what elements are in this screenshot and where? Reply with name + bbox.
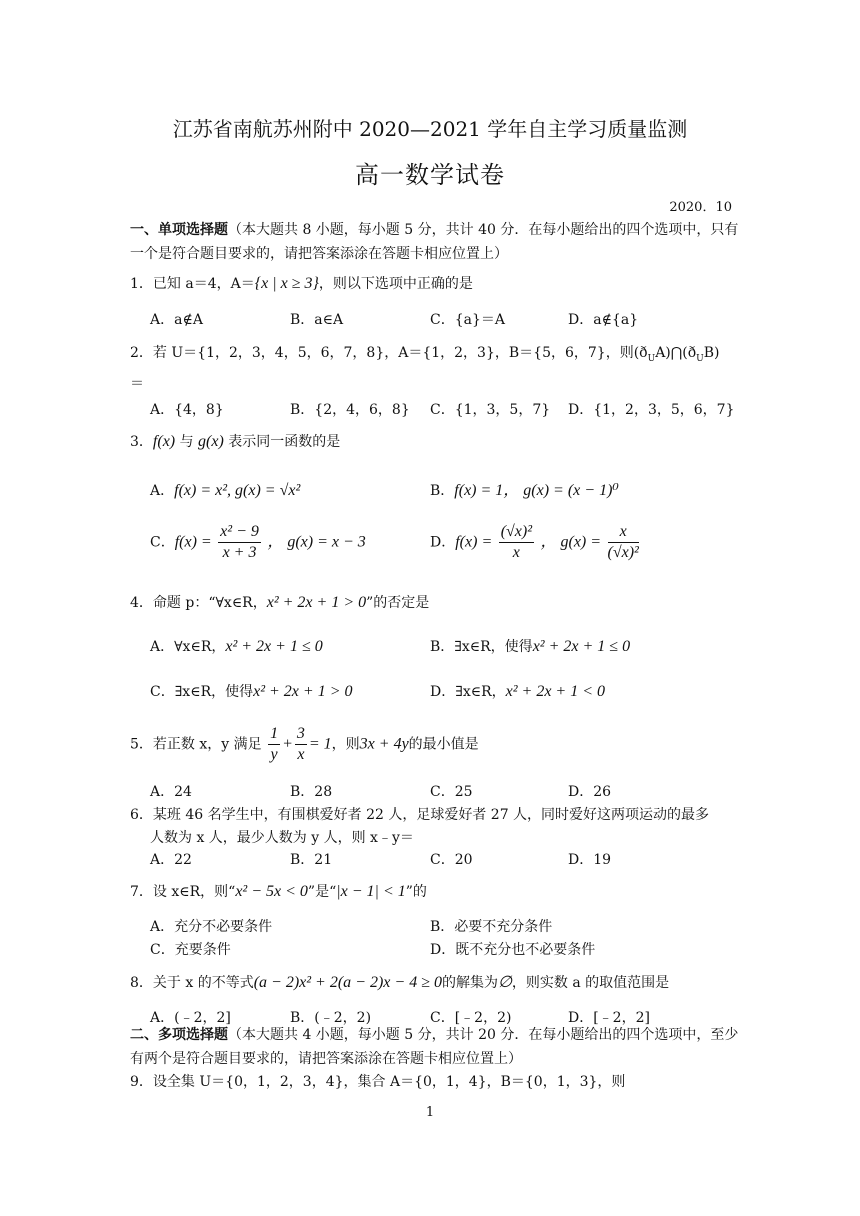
q8-stem-mid: 的解集为 bbox=[441, 975, 498, 991]
question-6-line-2: 人数为 x 人，最少人数为 y 人，则 x﹣y＝ bbox=[150, 830, 414, 846]
q7-option-c: C．充要条件 bbox=[150, 942, 231, 958]
q8-empty-set: ∅ bbox=[497, 974, 512, 991]
q6-option-b: B．21 bbox=[290, 852, 333, 868]
q5-fraction-1 bbox=[268, 724, 280, 765]
q3-d-f: f(x) = bbox=[455, 533, 493, 551]
q2-sub-u1: U bbox=[647, 353, 656, 364]
q2-option-b: B．{2，4，6，8} bbox=[290, 402, 410, 418]
q5-f1-numerator: 1 bbox=[268, 724, 280, 745]
q5-stem-mid: ，则 bbox=[331, 736, 360, 753]
q4-a-math: x² + 2x + 1 ≤ 0 bbox=[225, 638, 323, 655]
q7-stem-mid: ”是“ bbox=[307, 884, 337, 900]
q3-d-numerator-1: (√x)² bbox=[499, 522, 534, 543]
section1-header bbox=[130, 218, 750, 266]
q5-f1-denominator: y bbox=[270, 746, 278, 763]
q8-option-c: C．[﹣2，2) bbox=[430, 1010, 512, 1026]
q3-option-c bbox=[150, 522, 366, 563]
q3-d-denominator-1: x bbox=[512, 544, 520, 561]
q3-a-label: A． bbox=[150, 483, 175, 499]
q8-stem-suffix: ，则实数 a 的取值范围是 bbox=[511, 975, 670, 991]
q1-option-c: C．{a}＝A bbox=[430, 312, 505, 328]
q4-b-label: B．∃x∈R，使得 bbox=[430, 639, 533, 655]
q6-option-d: D．19 bbox=[568, 852, 612, 868]
page-number: 1 bbox=[425, 1105, 435, 1120]
q7-option-d: D．既不充分也不必要条件 bbox=[430, 942, 596, 958]
question-3-stem bbox=[130, 432, 340, 452]
q7-stem-suffix: ”的 bbox=[405, 884, 427, 900]
q3-number: 3． bbox=[130, 434, 153, 450]
q7-stem-prefix: 7．设 x∈R，则“ bbox=[130, 884, 236, 900]
question-6-line-1: 6．某班 46 名学生中，有围棋爱好者 22 人，足球爱好者 27 人，同时爱好这两项运动的最多 bbox=[130, 807, 710, 823]
q3-f: f(x) bbox=[152, 433, 176, 450]
q3-c-label: C． bbox=[150, 534, 175, 551]
q3-option-b bbox=[430, 481, 619, 501]
q7-option-b: B．必要不充分条件 bbox=[430, 919, 553, 935]
q6-option-c: C．20 bbox=[430, 852, 473, 868]
q3-mid: 与 bbox=[175, 434, 199, 450]
exam-title: 江苏省南航苏州附中 2020—2021 学年自主学习质量监测 bbox=[172, 117, 688, 141]
q8-option-a: A．(﹣2，2] bbox=[150, 1010, 231, 1026]
q3-d-denominator-2: (√x)² bbox=[607, 544, 639, 561]
q4-c-math: x² + 2x + 1 > 0 bbox=[253, 683, 353, 700]
q4-stem-math: x² + 2x + 1 > 0 bbox=[266, 594, 367, 611]
q4-d-label: D．∃x∈R， bbox=[430, 684, 506, 700]
q3-c-denominator: x + 3 bbox=[222, 544, 257, 561]
q2-sub-u2: U bbox=[696, 353, 704, 364]
q8-option-d: D．[﹣2，2] bbox=[568, 1010, 650, 1026]
exam-date: 2020．10 bbox=[669, 200, 732, 215]
q2-stem-end: B) bbox=[703, 345, 720, 361]
q1-set: {x | x ≥ 3} bbox=[254, 275, 319, 292]
q3-b-label: B． bbox=[430, 483, 455, 499]
section2-heading: 二、多项选择题 bbox=[130, 1027, 228, 1043]
q1-option-b: B．a∈A bbox=[290, 312, 344, 328]
q3-d-fraction-2 bbox=[608, 522, 639, 563]
q7-math-1: x² − 5x < 0 bbox=[235, 883, 308, 900]
q1-stem-prefix: 1．已知 a＝4，A＝ bbox=[130, 276, 255, 292]
q3-option-d bbox=[430, 522, 641, 563]
section2-description: （本大题共 4 小题，每小题 5 分，共计 20 分．在每小题给出的四个选项中，至少有两个是符合题目要求的，请把答案添涂在答题卡相应位置上） bbox=[130, 1027, 739, 1067]
q5-option-b: B．28 bbox=[290, 784, 333, 800]
q7-option-a: A．充分不必要条件 bbox=[150, 919, 273, 935]
q5-option-d: D．26 bbox=[568, 784, 612, 800]
q5-expression: 3x + 4y bbox=[359, 735, 409, 753]
q5-option-c: C．25 bbox=[430, 784, 473, 800]
q1-stem-suffix: ，则以下选项中正确的是 bbox=[318, 276, 473, 292]
question-2-stem bbox=[130, 343, 719, 369]
section2-header bbox=[130, 1023, 750, 1071]
question-5-stem bbox=[130, 724, 479, 765]
exam-subtitle: 高一数学试卷 bbox=[355, 161, 505, 189]
q3-d-g: ， g(x) = bbox=[540, 533, 602, 551]
q3-d-label: D． bbox=[430, 534, 456, 551]
q3-c-g: ， g(x) = x − 3 bbox=[267, 533, 366, 551]
q4-option-a bbox=[150, 637, 323, 657]
q4-option-d bbox=[430, 682, 605, 702]
q2-option-d: D．{1，2，3，5，6，7} bbox=[568, 402, 735, 418]
q3-c-fraction bbox=[218, 522, 261, 563]
q4-b-math: x² + 2x + 1 ≤ 0 bbox=[532, 638, 631, 655]
question-8-stem bbox=[130, 973, 669, 993]
q3-option-a bbox=[150, 481, 300, 501]
q8-option-b: B．(﹣2，2) bbox=[290, 1010, 372, 1026]
q3-a-math: f(x) = x², g(x) = √x² bbox=[174, 482, 301, 499]
q1-option-a: A．a∉A bbox=[150, 312, 203, 328]
q2-option-c: C．{1，3，5，7} bbox=[430, 402, 551, 418]
q5-stem-prefix: 5．若正数 x，y 满足 bbox=[130, 736, 262, 753]
q6-option-a: A．22 bbox=[150, 852, 192, 868]
question-9-stem: 9．设全集 U＝{0，1，2，3，4}，集合 A＝{0，1，4}，B＝{0，1，3}，则 bbox=[130, 1074, 626, 1090]
q5-plus: + bbox=[282, 735, 293, 753]
q4-d-math: x² + 2x + 1 < 0 bbox=[505, 683, 606, 700]
q5-equals: = 1 bbox=[308, 735, 332, 753]
q2-stem: 2．若 U＝{1，2，3，4，5，6，7，8}，A＝{1，2，3}，B＝{5，6，7}，则(ð bbox=[130, 345, 648, 361]
q4-stem-suffix: ”的否定是 bbox=[366, 595, 430, 611]
q3-d-fraction-1 bbox=[499, 522, 534, 563]
question-4-stem bbox=[130, 593, 429, 613]
q4-option-b bbox=[430, 637, 630, 657]
q4-a-label: A．∀x∈R， bbox=[150, 639, 226, 655]
q3-g: g(x) bbox=[198, 433, 224, 450]
q5-f2-numerator: 3 bbox=[295, 724, 307, 745]
question-1-stem bbox=[130, 274, 473, 294]
q4-option-c bbox=[150, 682, 353, 702]
q5-stem-suffix: 的最小值是 bbox=[408, 736, 479, 753]
q4-c-label: C．∃x∈R，使得 bbox=[150, 684, 254, 700]
q3-b-math: f(x) = 1， g(x) = (x − 1)⁰ bbox=[454, 482, 619, 499]
q3-d-numerator-2: x bbox=[608, 522, 639, 543]
q3-c-numerator: x² − 9 bbox=[218, 522, 261, 543]
q3-c-f: f(x) = bbox=[174, 533, 212, 551]
q7-math-2: |x − 1| < 1 bbox=[336, 883, 406, 900]
section1-description: （本大题共 8 小题，每小题 5 分，共计 40 分．在每小题给出的四个选项中，只有一个是符合题目要求的，请把答案添涂在答题卡相应位置上） bbox=[130, 222, 739, 262]
q2-stem-mid: A)⋂(ð bbox=[655, 345, 697, 361]
q4-stem-prefix: 4．命题 p：“∀x∈R， bbox=[130, 595, 267, 611]
q2-equals: ＝ bbox=[130, 376, 144, 392]
q8-stem-prefix: 8．关于 x 的不等式 bbox=[130, 975, 254, 991]
q2-option-a: A．{4，8} bbox=[150, 402, 224, 418]
q5-f2-denominator: x bbox=[297, 746, 305, 763]
q1-option-d: D．a∉{a} bbox=[568, 312, 639, 328]
q8-math: (a − 2)x² + 2(a − 2)x − 4 ≥ 0 bbox=[253, 974, 442, 991]
section1-heading: 一、单项选择题 bbox=[130, 222, 228, 238]
q5-option-a: A．24 bbox=[150, 784, 192, 800]
question-7-stem bbox=[130, 882, 427, 902]
q5-fraction-2 bbox=[295, 724, 307, 765]
q3-suffix: 表示同一函数的是 bbox=[223, 434, 341, 450]
